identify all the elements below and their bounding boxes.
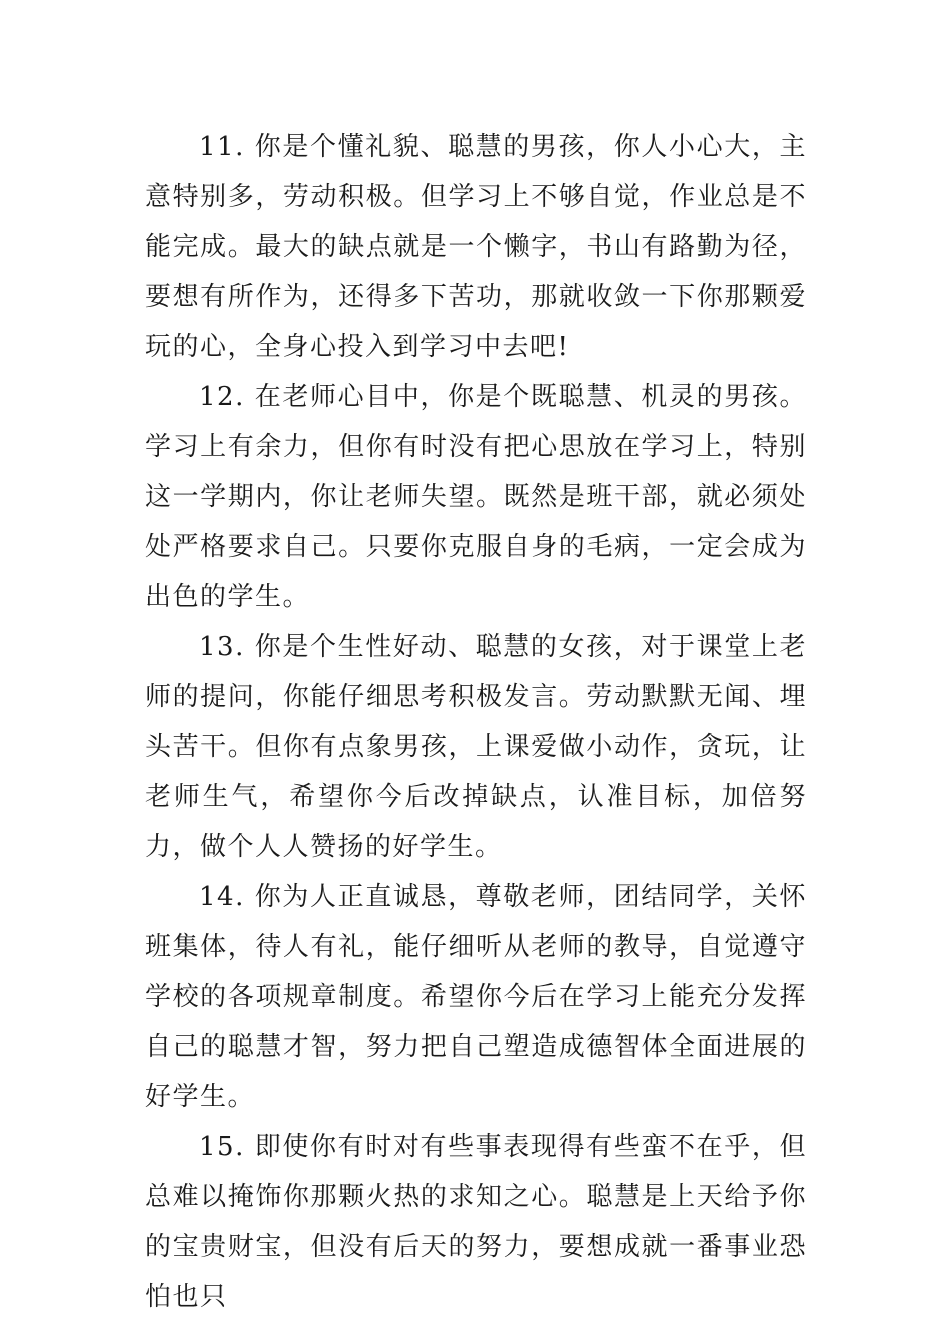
comment-paragraph-11: 11. 你是个懂礼貌、聪慧的男孩，你人小心大，主意特别多，劳动积极。但学习上不够自觉，作业总是不能完成。最大的缺点就是一个懒字，书山有路勤为径，要想有所作为，还得多下苦功，那就收敛一下你那颗爱玩的心，全身心投入到学习中去吧! xyxy=(145,132,807,362)
comment-paragraph-12: 12. 在老师心目中，你是个既聪慧、机灵的男孩。学习上有余力，但你有时没有把心思放在学习上，特别这一学期内，你让老师失望。既然是班干部，就必须处处严格要求自己。只要你克服自身的毛病，一定会成为出色的学生。 xyxy=(145,382,807,612)
document-body xyxy=(145,122,807,1322)
comment-paragraph-14: 14. 你为人正直诚恳，尊敬老师，团结同学，关怀班集体，待人有礼，能仔细听从老师的教导，自觉遵守学校的各项规章制度。希望你今后在学习上能充分发挥自己的聪慧才智，努力把自己塑造成德智体全面进展的好学生。 xyxy=(145,882,807,1112)
comment-paragraph-13: 13. 你是个生性好动、聪慧的女孩，对于课堂上老师的提问，你能仔细思考积极发言。劳动默默无闻、埋头苦干。但你有点象男孩，上课爱做小动作，贪玩，让老师生气，希望你今后改掉缺点，认准目标，加倍努力，做个人人赞扬的好学生。 xyxy=(145,632,807,862)
comment-paragraph-15: 15. 即使你有时对有些事表现得有些蛮不在乎，但总难以掩饰你那颗火热的求知之心。聪慧是上天给予你的宝贵财宝，但没有后天的努力，要想成就一番事业恐怕也只 xyxy=(145,1132,807,1312)
